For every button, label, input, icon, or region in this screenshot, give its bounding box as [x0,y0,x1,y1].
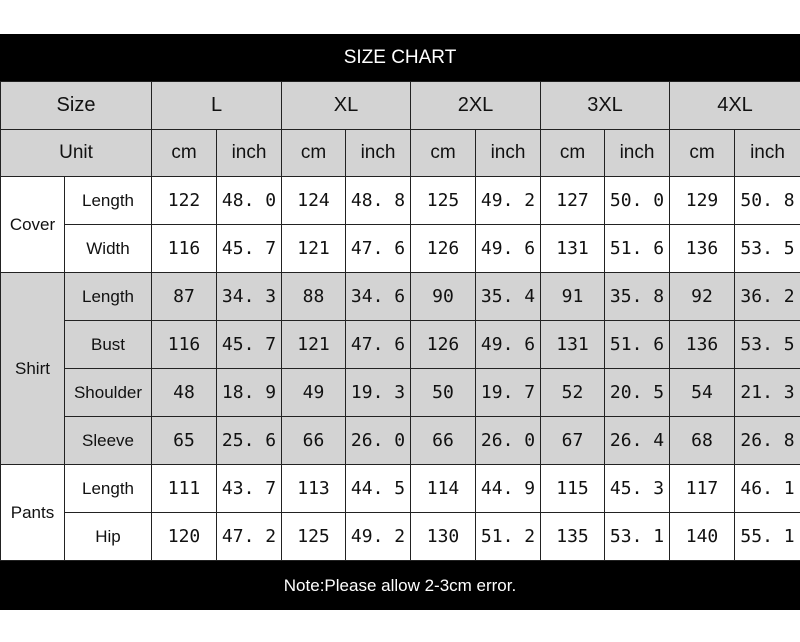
table-cell: 20. 5 [605,369,670,417]
table-cell: 130 [411,513,476,561]
table-row [1,225,800,273]
table-cell: 140 [670,513,735,561]
size-chart [0,34,800,610]
size-header-2xl: 2XL [411,82,541,130]
group-label: Pants [1,465,65,561]
table-cell: 117 [670,465,735,513]
group-label: Shirt [1,273,65,465]
table-cell: 66 [411,417,476,465]
size-header-l: L [152,82,282,130]
table-cell: 34. 3 [217,273,282,321]
table-cell: 90 [411,273,476,321]
table-row [1,465,800,513]
table-row [1,177,800,225]
size-header-row [1,82,800,130]
measure-label: Hip [65,513,152,561]
table-cell: 122 [152,177,217,225]
measure-label: Length [65,177,152,225]
table-cell: 49 [282,369,346,417]
unit-cm: cm [411,130,476,177]
table-cell: 48 [152,369,217,417]
table-cell: 87 [152,273,217,321]
table-cell: 47. 6 [346,321,411,369]
group-label: Cover [1,177,65,273]
table-cell: 26. 4 [605,417,670,465]
size-header-4xl: 4XL [670,82,800,130]
table-cell: 34. 6 [346,273,411,321]
unit-header-row [1,130,800,177]
table-cell: 26. 0 [346,417,411,465]
table-cell: 48. 0 [217,177,282,225]
table-cell: 50. 8 [735,177,800,225]
table-cell: 125 [411,177,476,225]
table-cell: 35. 8 [605,273,670,321]
table-cell: 116 [152,225,217,273]
unit-cm: cm [152,130,217,177]
table-row [1,321,800,369]
table-cell: 53. 1 [605,513,670,561]
table-cell: 124 [282,177,346,225]
table-cell: 120 [152,513,217,561]
measure-label: Bust [65,321,152,369]
table-cell: 67 [541,417,605,465]
unit-inch: inch [735,130,800,177]
table-cell: 51. 2 [476,513,541,561]
table-cell: 49. 2 [346,513,411,561]
table-cell: 45. 3 [605,465,670,513]
unit-inch: inch [217,130,282,177]
measure-label: Sleeve [65,417,152,465]
unit-header-label: Unit [1,130,152,177]
table-cell: 47. 2 [217,513,282,561]
table-cell: 50. 0 [605,177,670,225]
table-cell: 121 [282,321,346,369]
table-cell: 45. 7 [217,225,282,273]
table-cell: 55. 1 [735,513,800,561]
unit-inch: inch [605,130,670,177]
table-cell: 44. 5 [346,465,411,513]
table-cell: 135 [541,513,605,561]
measure-label: Width [65,225,152,273]
table-cell: 48. 8 [346,177,411,225]
unit-inch: inch [346,130,411,177]
table-row [1,369,800,417]
table-cell: 51. 6 [605,321,670,369]
measure-label: Length [65,273,152,321]
table-cell: 44. 9 [476,465,541,513]
table-cell: 65 [152,417,217,465]
table-cell: 52 [541,369,605,417]
unit-cm: cm [670,130,735,177]
table-cell: 21. 3 [735,369,800,417]
table-cell: 53. 5 [735,321,800,369]
table-cell: 136 [670,225,735,273]
table-cell: 51. 6 [605,225,670,273]
table-cell: 66 [282,417,346,465]
table-cell: 26. 0 [476,417,541,465]
table-cell: 19. 7 [476,369,541,417]
table-cell: 111 [152,465,217,513]
table-cell: 88 [282,273,346,321]
size-header-xl: XL [282,82,411,130]
note-bar: Note:Please allow 2-3cm error. [0,561,800,610]
table-cell: 91 [541,273,605,321]
table-cell: 125 [282,513,346,561]
unit-inch: inch [476,130,541,177]
unit-cm: cm [541,130,605,177]
measure-label: Length [65,465,152,513]
table-cell: 35. 4 [476,273,541,321]
table-cell: 45. 7 [217,321,282,369]
table-cell: 46. 1 [735,465,800,513]
table-cell: 43. 7 [217,465,282,513]
table-cell: 53. 5 [735,225,800,273]
table-cell: 116 [152,321,217,369]
table-cell: 26. 8 [735,417,800,465]
size-table [0,81,800,561]
table-row [1,513,800,561]
measure-label: Shoulder [65,369,152,417]
table-cell: 136 [670,321,735,369]
table-row [1,273,800,321]
size-header-label: Size [1,82,152,130]
table-cell: 126 [411,321,476,369]
table-cell: 54 [670,369,735,417]
table-cell: 68 [670,417,735,465]
table-cell: 121 [282,225,346,273]
table-cell: 127 [541,177,605,225]
table-cell: 129 [670,177,735,225]
table-cell: 25. 6 [217,417,282,465]
table-cell: 49. 6 [476,225,541,273]
size-table-body [1,82,800,561]
table-cell: 115 [541,465,605,513]
table-cell: 49. 2 [476,177,541,225]
table-cell: 49. 6 [476,321,541,369]
table-cell: 47. 6 [346,225,411,273]
size-header-3xl: 3XL [541,82,670,130]
table-row [1,417,800,465]
table-cell: 131 [541,321,605,369]
unit-cm: cm [282,130,346,177]
table-cell: 36. 2 [735,273,800,321]
table-cell: 114 [411,465,476,513]
table-cell: 92 [670,273,735,321]
table-cell: 50 [411,369,476,417]
table-cell: 19. 3 [346,369,411,417]
table-cell: 18. 9 [217,369,282,417]
table-cell: 113 [282,465,346,513]
chart-title: SIZE CHART [0,34,800,81]
table-cell: 131 [541,225,605,273]
table-cell: 126 [411,225,476,273]
